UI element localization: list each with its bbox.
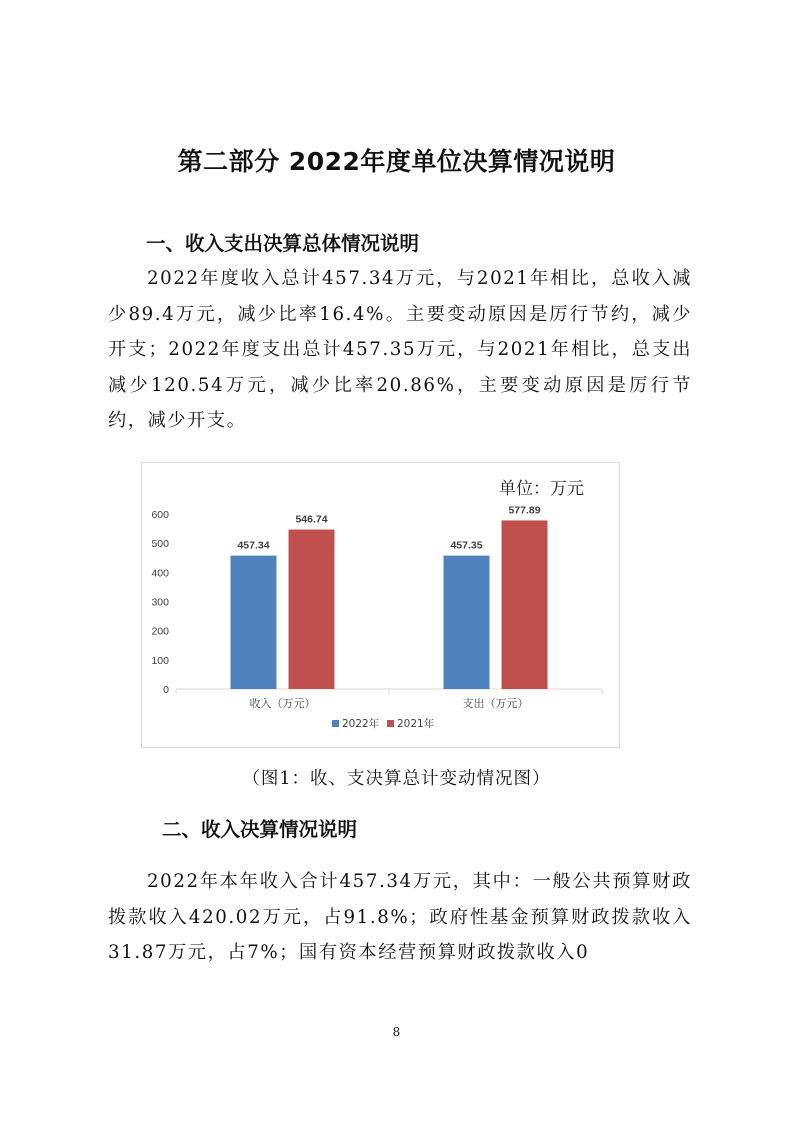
figure-caption: （图1：收、支决算总计变动情况图） <box>242 769 551 789</box>
y-tick-label: 600 <box>151 509 169 521</box>
section2-heading: 二、收入决算情况说明 <box>162 818 358 841</box>
data-label: 457.34 <box>237 539 270 552</box>
bar-2022年-1 <box>444 556 490 689</box>
bar-chart <box>141 462 620 748</box>
y-tick-label: 200 <box>151 625 169 638</box>
y-tick-label: 400 <box>151 567 169 580</box>
x-category-label: 支出（万元） <box>462 697 529 710</box>
data-label: 457.35 <box>450 539 483 552</box>
section1-paragraph: 2022年度收入总计457.34万元，与2021年相比，总收入减少89.4万元，减少比率16.4%。主要变动原因是厉行节约，减少开支；2022年度支出总计457.35万元，与2021年相比，总支出减少120.54万元，减少比率20.86%，主要变动原因是厉行节约，减少开支。 <box>108 268 692 431</box>
y-tick-label: 300 <box>151 596 169 609</box>
page-number: 8 <box>392 1025 401 1039</box>
data-label: 577.89 <box>508 504 541 517</box>
y-tick-label: 100 <box>151 654 169 667</box>
chart-canvas <box>142 463 621 749</box>
data-label: 546.74 <box>295 513 328 526</box>
legend-swatch <box>387 720 394 727</box>
chart-unit-label: 单位：万元 <box>499 479 584 499</box>
legend-label: 2022年 <box>342 718 380 730</box>
bar-2021年-1 <box>502 520 548 689</box>
section2-paragraph: 2022年本年收入合计457.34万元，其中：一般公共预算财政拨款收入420.02万元，占91.8%；政府性基金预算财政拨款收入31.87万元，占7%；国有资本经营预算财政拨款收入0 <box>108 871 692 963</box>
section1-heading: 一、收入支出决算总体情况说明 <box>146 232 420 255</box>
y-tick-label: 500 <box>151 538 169 551</box>
page-title: 第二部分 2022年度单位决算情况说明 <box>177 147 616 176</box>
legend-swatch <box>332 720 339 727</box>
x-category-label: 收入（万元） <box>249 697 316 710</box>
y-tick-label: 0 <box>163 684 169 696</box>
legend-label: 2021年 <box>397 718 435 730</box>
bar-2021年-0 <box>289 530 335 689</box>
bar-2022年-0 <box>231 556 277 689</box>
